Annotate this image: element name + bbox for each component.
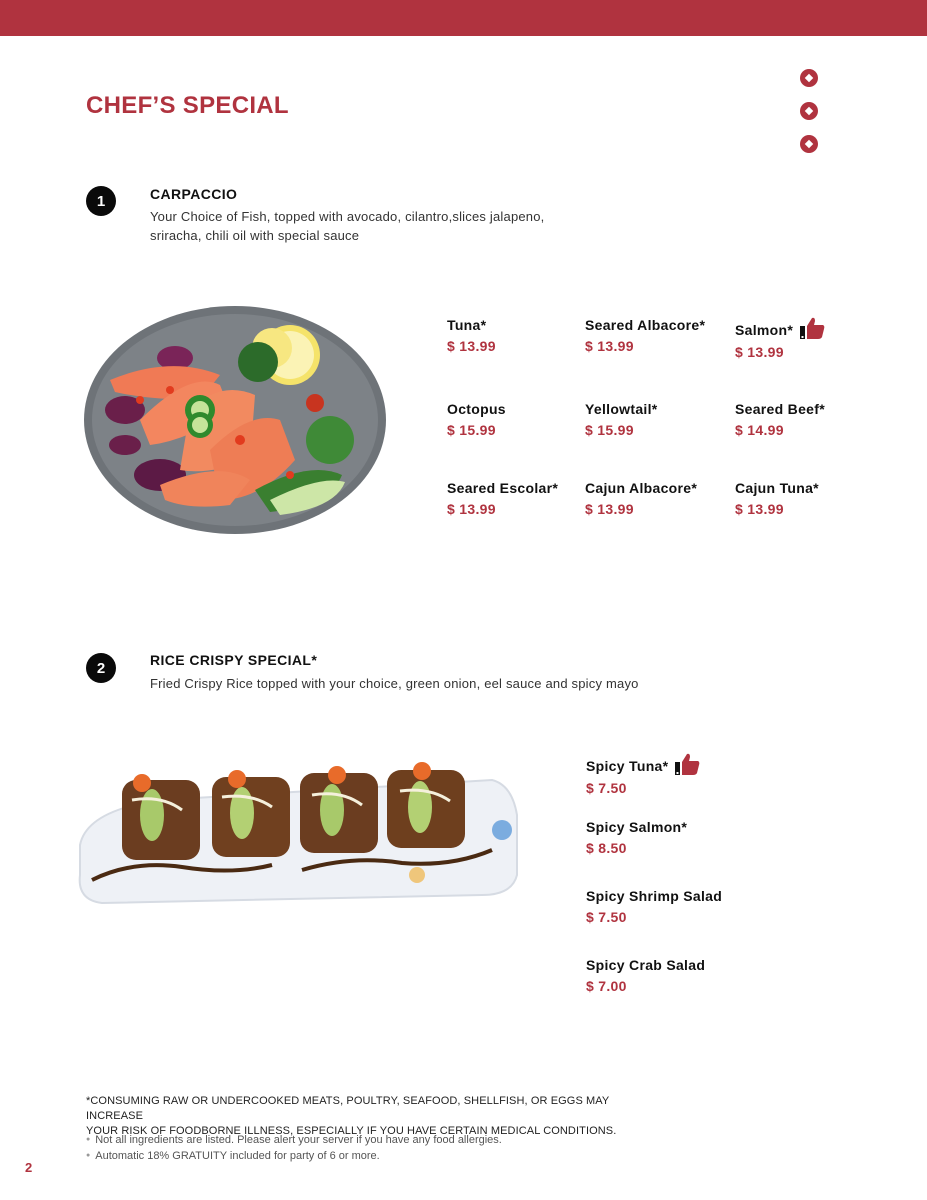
- description-line: sriracha, chili oil with special sauce: [150, 228, 360, 243]
- diamond-icon: [800, 102, 818, 120]
- item-name: Seared Albacore*: [585, 317, 706, 333]
- item-price: $ 13.99: [735, 344, 784, 360]
- item-name: Tuna*: [447, 317, 487, 333]
- item-name: Seared Beef*: [735, 401, 825, 417]
- item-name: Cajun Albacore*: [585, 480, 698, 496]
- item-price: $ 13.99: [735, 501, 784, 517]
- item-name: Spicy Tuna*: [586, 758, 669, 774]
- note-item: ● Not all ingredients are listed. Please alert your server if you have any food allergies.: [86, 1132, 502, 1148]
- menu-item: [585, 401, 658, 438]
- note-item: ● Automatic 18% GRATUITY included for party of 6 or more.: [86, 1148, 502, 1164]
- item-name: Cajun Tuna*: [735, 480, 819, 496]
- menu-item: [447, 401, 506, 438]
- item-price: $ 7.50: [586, 780, 627, 796]
- item-price: $ 7.50: [586, 909, 627, 925]
- section-title: RICE CRISPY SPECIAL*: [150, 652, 318, 668]
- page-title: CHEF’S SPECIAL: [86, 92, 289, 119]
- item-price: $ 15.99: [447, 422, 496, 438]
- rice-crispy-photo: [72, 755, 527, 910]
- menu-item: [735, 317, 825, 360]
- item-price: $ 13.99: [585, 338, 634, 354]
- item-name: Octopus: [447, 401, 506, 417]
- section-title: CARPACCIO: [150, 186, 238, 202]
- item-name: Spicy Crab Salad: [586, 957, 706, 973]
- thumbs-up-icon: [799, 317, 825, 339]
- menu-item: [586, 753, 700, 796]
- thumbs-up-icon: [674, 753, 700, 775]
- top-banner: [0, 0, 927, 36]
- item-name: Seared Escolar*: [447, 480, 559, 496]
- item-price: $ 7.00: [586, 978, 627, 994]
- warning-line: *CONSUMING RAW OR UNDERCOOKED MEATS, POULTRY, SEAFOOD, SHELLFISH, OR EGGS MAY INCREASE: [86, 1095, 610, 1122]
- page-number: 2: [25, 1160, 33, 1175]
- menu-item: [585, 480, 697, 517]
- diamond-icon: [800, 69, 818, 87]
- item-name: Salmon*: [735, 322, 794, 338]
- menu-item: [586, 888, 722, 925]
- description-line: Your Choice of Fish, topped with avocado, cilantro,slices jalapeno,: [150, 209, 545, 224]
- item-name: Yellowtail*: [585, 401, 658, 417]
- carpaccio-photo: [80, 300, 395, 545]
- description-line: Fried Crispy Rice topped with your choice, green onion, eel sauce and spicy mayo: [150, 676, 639, 691]
- item-price: $ 13.99: [447, 501, 496, 517]
- section-number-badge: 1: [86, 186, 116, 216]
- section-number-badge: 2: [86, 653, 116, 683]
- item-name: Spicy Salmon*: [586, 819, 688, 835]
- item-price: $ 15.99: [585, 422, 634, 438]
- menu-item: [447, 480, 558, 517]
- menu-item: [735, 401, 825, 438]
- item-price: $ 13.99: [447, 338, 496, 354]
- section-description: [150, 674, 639, 693]
- item-name: Spicy Shrimp Salad: [586, 888, 723, 904]
- diamond-icon: [800, 135, 818, 153]
- item-price: $ 8.50: [586, 840, 627, 856]
- menu-item: [586, 819, 687, 856]
- menu-item: [585, 317, 705, 354]
- menu-item: [447, 317, 496, 354]
- item-price: $ 13.99: [585, 501, 634, 517]
- item-price: $ 14.99: [735, 422, 784, 438]
- section-description: [150, 207, 544, 245]
- warning-line: YOUR RISK OF FOODBORNE ILLNESS, ESPECIALLY IF YOU HAVE CERTAIN MEDICAL CONDITIONS.: [86, 1125, 617, 1137]
- menu-item: [735, 480, 819, 517]
- menu-item: [586, 957, 705, 994]
- footer-notes: [86, 1132, 502, 1164]
